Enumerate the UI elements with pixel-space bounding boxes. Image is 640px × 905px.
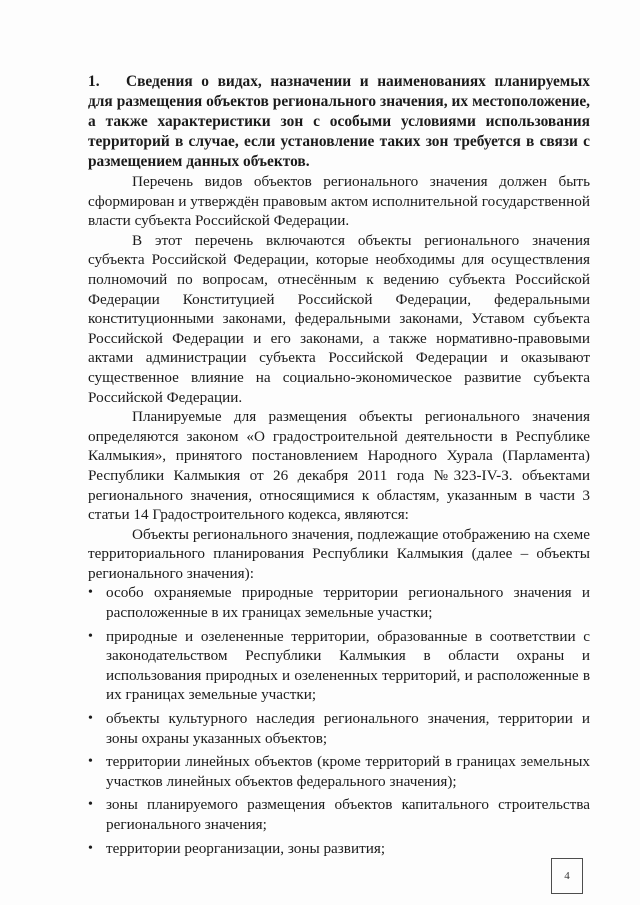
list-item <box>88 839 590 859</box>
bullet-icon: • <box>88 797 93 813</box>
list-item-text: объекты культурного наследия регионального значения, территории и зоны охраны указанных объектов; <box>106 710 590 747</box>
section-heading-text: Сведения о видах, назначении и наименованиях планируемых для размещения объектов регионального значения, их местоположение, а также характеристики зон с особыми условиями использования территорий в случае, если установление таких зон требуется в связи с размещением данных объектов. <box>88 73 590 170</box>
bullet-icon: • <box>88 585 93 601</box>
list-item <box>88 795 590 834</box>
list-item <box>88 709 590 748</box>
section-heading <box>88 72 590 172</box>
paragraph: Перечень видов объектов регионального значения должен быть сформирован и утверждён правовым актом исполнительной государственной власти субъекта Российской Федерации. <box>88 173 590 230</box>
paragraph: Планируемые для размещения объекты регионального значения определяются законом «О градостроительной деятельности в Республике Калмыкия», принятого постановлением Народного Хурала (Парламента) Республики Калмыкия от 26 декабря 2011 года №323-IV-З. объектами регионального значения, относящимися к областям, указанным в части 3 статьи 14 Градостроительного кодекса, являются: <box>88 408 590 524</box>
list-item <box>88 583 590 622</box>
list-item <box>88 627 590 705</box>
bullet-icon: • <box>88 711 93 727</box>
bullet-icon: • <box>88 628 93 644</box>
paragraph: В этот перечень включаются объекты регионального значения субъекта Российской Федерации, которые необходимы для осуществления полномочий по вопросам, отнесённым к ведению субъекта Российской Федерации Конституцией Российской Федерации, федеральными конституционными законами, федеральными законами, Уставом субъекта Российской Федерации и его законами, а также нормативно-правовыми актами администрации субъекта Российской Федерации и оказывают существенное влияние на социально-экономическое развитие субъекта Российской Федерации. <box>88 231 590 406</box>
list-item-text: природные и озелененные территории, образованные в соответствии с законодательством Республики Калмыкия в области охраны и использования природных и озелененных территорий, и расположенные в их границах земельные участки; <box>106 627 590 704</box>
paragraph: Объекты регионального значения, подлежащие отображению на схеме территориального планирования Республики Калмыкия (далее – объекты регионального значения): <box>88 525 590 582</box>
bullet-list <box>88 583 590 858</box>
page-number: 4 <box>551 858 583 894</box>
document-content <box>88 72 590 862</box>
list-item-text: территории линейных объектов (кроме территорий в границах земельных участков линейных объектов федерального значения); <box>106 753 590 790</box>
bullet-icon: • <box>88 754 93 770</box>
list-item <box>88 752 590 791</box>
bullet-icon: • <box>88 840 93 856</box>
list-item-text: особо охраняемые природные территории регионального значения и расположенные в их границах земельные участки; <box>106 584 590 622</box>
list-item-text: территории реорганизации, зоны развития; <box>106 839 386 857</box>
list-item-text: зоны планируемого размещения объектов капитального строительства регионального значения; <box>106 796 590 833</box>
section-number: 1. <box>88 73 100 90</box>
